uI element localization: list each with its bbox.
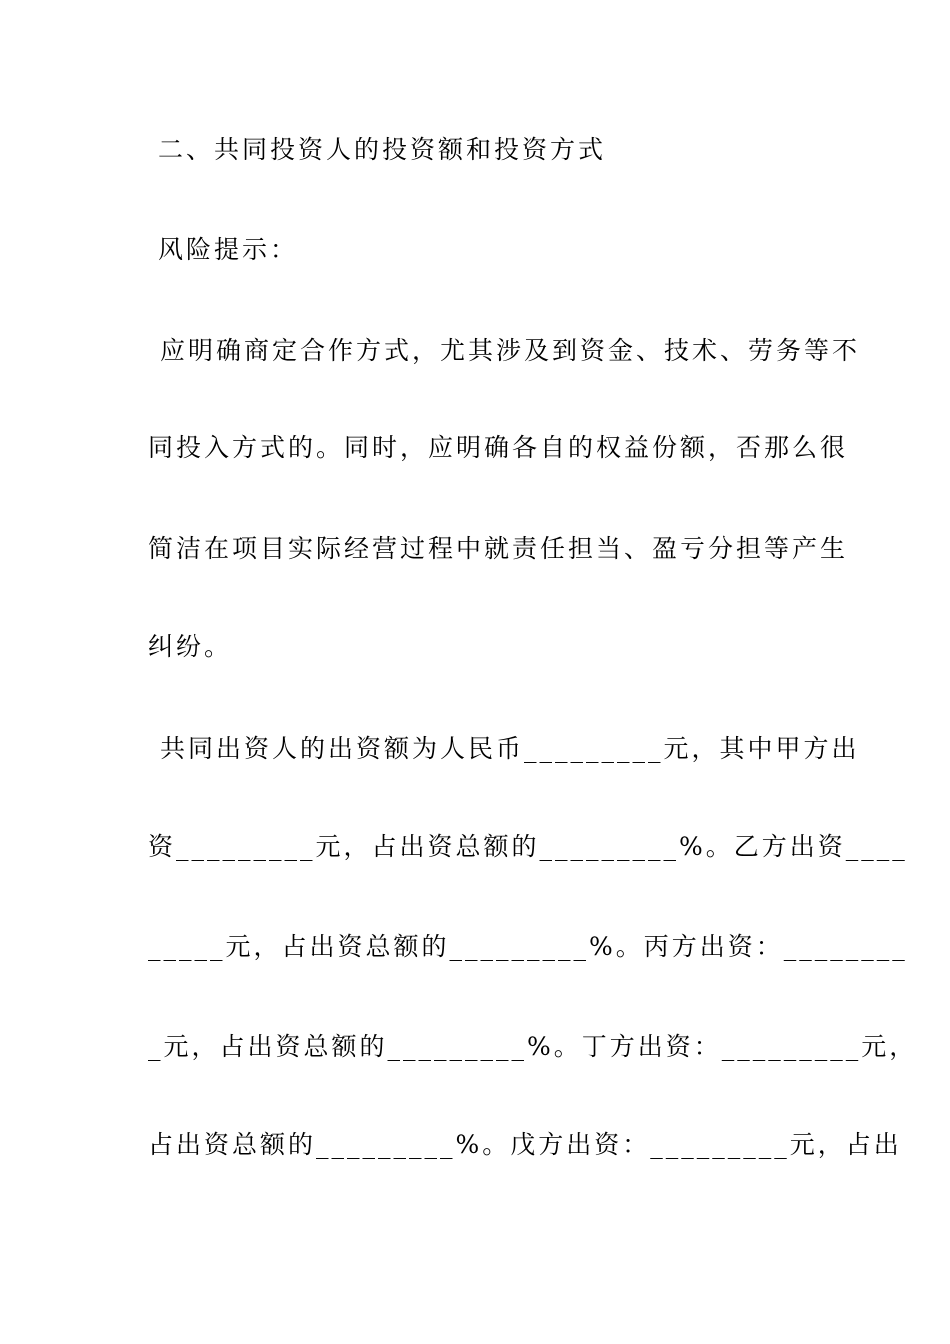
risk-label: 风险提示： (158, 235, 299, 264)
risk-text-line-1: 应明确商定合作方式，尤其涉及到资金、技术、劳务等不 (160, 336, 861, 365)
risk-text-line-2: 同投入方式的。同时，应明确各自的权益份额，否那么很 (148, 433, 849, 462)
contribution-line-4: _元，占出资总额的_________%。丁方出资：_________元， (148, 1032, 918, 1061)
risk-text-line-4: 纠纷。 (148, 632, 233, 661)
contribution-line-2: 资_________元，占出资总额的_________%。乙方出资____ (148, 832, 908, 861)
contribution-line-3: _____元，占出资总额的_________%。丙方出资：________ (148, 932, 908, 961)
contribution-line-5: 占出资总额的_________%。戊方出资：_________元，占出 (148, 1130, 902, 1159)
risk-text-line-3: 简洁在项目实际经营过程中就责任担当、盈亏分担等产生 (148, 534, 849, 563)
contribution-line-1: 共同出资人的出资额为人民币_________元，其中甲方出 (160, 734, 860, 763)
section-heading: 二、共同投资人的投资额和投资方式 (158, 135, 607, 164)
